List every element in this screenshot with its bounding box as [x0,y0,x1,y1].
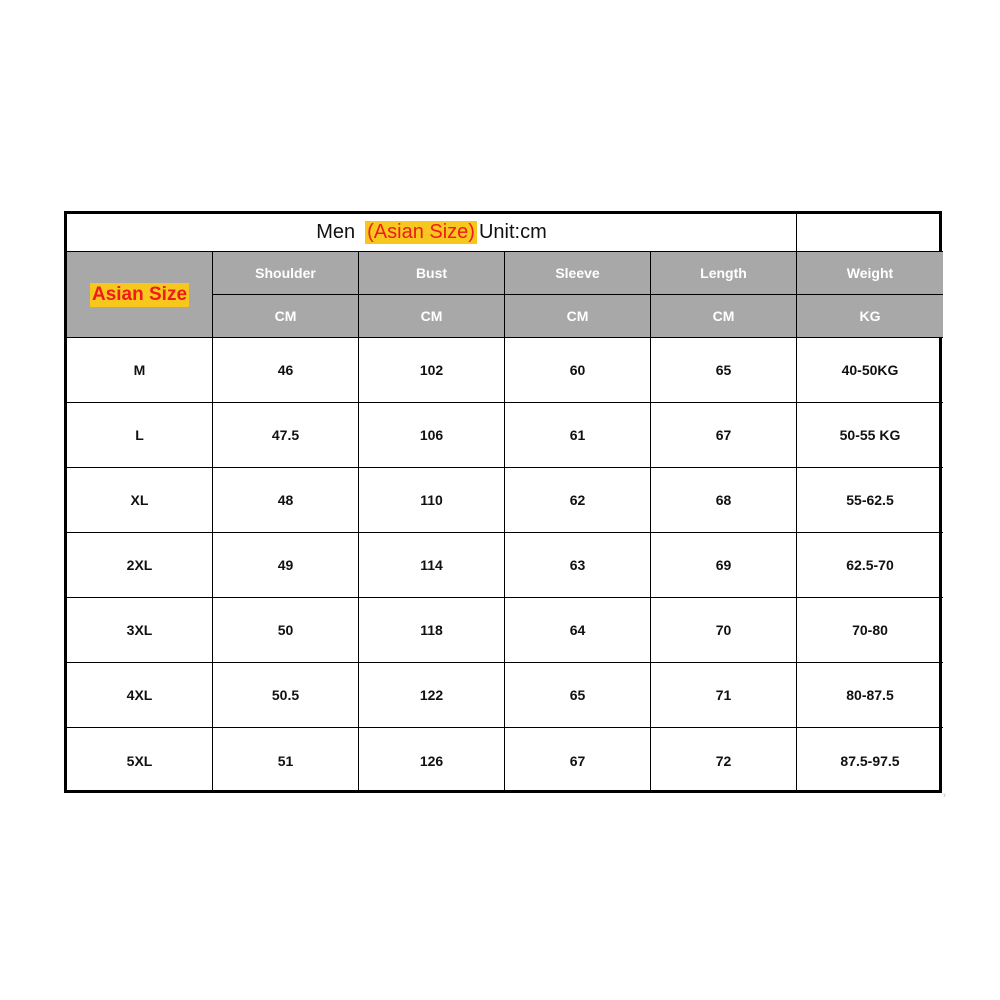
table-cell-bust: 114 [359,533,505,598]
column-header-sleeve: Sleeve [505,252,651,295]
title-suffix: Unit:cm [478,221,547,243]
column-unit-weight: KG [797,295,943,338]
table-cell-weight: 87.5-97.5 [840,752,900,769]
table-cell-weight: 50-55 KG [797,403,943,468]
table-cell-length: 70 [651,598,797,663]
table-cell-length: 72 [651,728,797,793]
table-cell-length: 67 [651,403,797,468]
column-header-bust: Bust [359,252,505,295]
table-title [67,214,797,252]
table-cell-size: 4XL [67,663,213,728]
column-header-shoulder: Shoulder [213,252,359,295]
table-cell-weight: 62.5-70 [797,533,943,598]
title-empty-cell [797,214,943,252]
title-highlight: (Asian Size) [367,221,475,243]
table-cell-shoulder: 47.5 [213,403,359,468]
table-cell-size: L [67,403,213,468]
table-cell-size: 3XL [67,598,213,663]
table-cell-shoulder: 49 [213,533,359,598]
table-cell-sleeve: 63 [505,533,651,598]
column-unit-shoulder: CM [213,295,359,338]
column-header-length: Length [651,252,797,295]
table-cell-shoulder: 46 [213,338,359,403]
table-cell-shoulder: 50 [213,598,359,663]
table-cell-length: 68 [651,468,797,533]
column-header-weight: Weight [797,252,943,295]
size-header-label: Asian Size [91,283,188,305]
table-cell-sleeve: 65 [505,663,651,728]
column-unit-sleeve: CM [505,295,651,338]
table-cell-size: 2XL [67,533,213,598]
table-cell-bust: 110 [359,468,505,533]
table-cell-shoulder: 51 [213,728,359,793]
table-cell-weight: 55-62.5 [797,468,943,533]
table-cell-shoulder: 50.5 [213,663,359,728]
table-cell-sleeve: 61 [505,403,651,468]
table-cell-shoulder: 48 [213,468,359,533]
table-cell-bust: 102 [359,338,505,403]
table-cell-bust: 126 [359,728,505,793]
table-cell-length: 65 [651,338,797,403]
column-unit-length: CM [651,295,797,338]
corner-mark: ˀ [943,794,946,801]
column-unit-bust: CM [359,295,505,338]
size-chart-grid [67,214,939,790]
table-cell-sleeve: 64 [505,598,651,663]
table-cell-size: 5XL [67,728,213,793]
table-cell-weight: 80-87.5 [797,663,943,728]
title-prefix: Men [316,221,356,243]
table-cell-sleeve: 62 [505,468,651,533]
table-cell-sleeve: 67 [505,728,651,793]
table-cell-size: M [67,338,213,403]
table-cell-sleeve: 60 [505,338,651,403]
table-cell-length: 69 [651,533,797,598]
table-cell-size: XL [67,468,213,533]
table-cell-weight: 70-80 [797,598,943,663]
table-cell-bust: 106 [359,403,505,468]
table-cell-weight: 40-50KG [797,338,943,403]
table-cell-bust: 118 [359,598,505,663]
size-header-cell [67,252,213,338]
table-cell-length: 71 [651,663,797,728]
size-chart [64,211,942,793]
table-cell-bust: 122 [359,663,505,728]
